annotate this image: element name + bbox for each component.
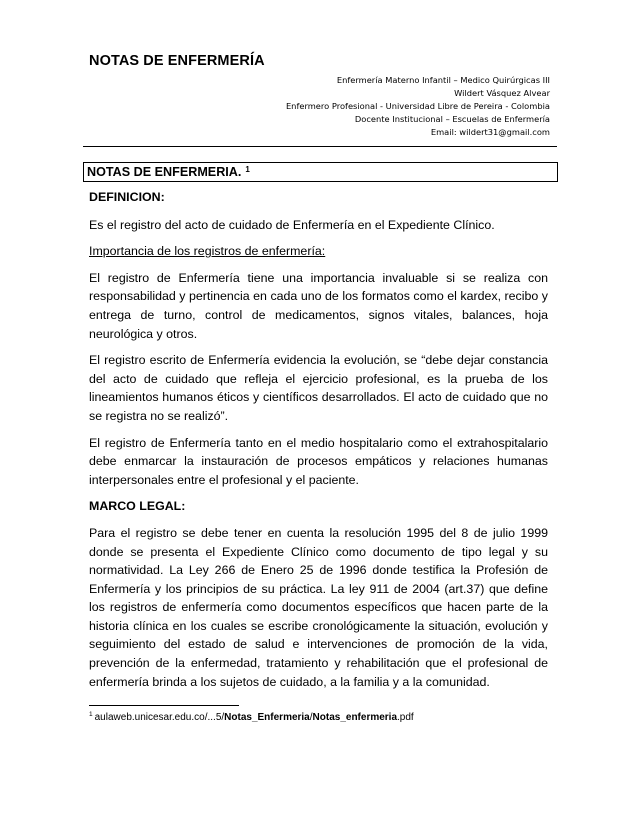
marco-legal-heading: MARCO LEGAL: [89, 499, 186, 514]
footnote-url-slash: / [309, 712, 313, 723]
author-institution: Docente Institucional – Escuelas de Enfermería [354, 114, 550, 125]
footnote-url-bold-2: Notas_enfermeria [312, 712, 398, 723]
document-body [89, 188, 548, 699]
author-email: Email: wildert31@gmail.com [430, 127, 550, 138]
author-info [150, 74, 550, 139]
importancia-paragraph-3: El registro de Enfermería tanto en el medio hospitalario como el extrahospitalario debe enmarcar la instauración de procesos empáticos y relaciones humanas interpersonales entre el profesional y el paciente. [89, 435, 548, 487]
footnote-divider [89, 705, 239, 706]
section-title: NOTAS DE ENFERMERIA. [87, 165, 242, 179]
definicion-paragraph: Es el registro del acto de cuidado de Enfermería en el Expediente Clínico. [89, 217, 495, 232]
author-profession: Enfermero Profesional - Universidad Libre de Pereira - Colombia [285, 101, 550, 112]
section-title-box [83, 162, 558, 182]
definicion-heading: DEFINICION: [89, 190, 165, 204]
footnote-number: 1 [89, 711, 93, 718]
header-divider [83, 146, 557, 147]
footnote-reference: 1 [245, 165, 250, 174]
footnote-url-suffix: .pdf [397, 712, 414, 723]
footnote [89, 712, 414, 723]
importancia-heading: Importancia de los registros de enfermería: [89, 244, 326, 259]
footnote-url-prefix: aulaweb.unicesar.edu.co/...5/ [94, 712, 225, 723]
marco-legal-paragraph: Para el registro se debe tener en cuenta la resolución 1995 del 8 de julio 1999 donde se presenta el Expediente Clínico como documento de tipo legal y su normatividad. La Ley 266 de Enero 25 de 1996 donde testifica la Profesión de Enfermería y los principios de su práctica. La ley 911 de 2004 (art.37) que define los registros de enfermería como documentos específicos que hacen parte de la historia clínica en los cuales se escribe cronológicamente la situación, evolución y seguimiento del estado de salud e intervenciones de promoción de la vida, prevención de la enfermedad, tratamiento y rehabilitación que el profesional de enfermería brinda a los sujetos de cuidado, a la familia y a la comunidad. [89, 525, 548, 689]
importancia-paragraph-1: El registro de Enfermería tiene una importancia invaluable si se realiza con responsabilidad y pertinencia en cada uno de los formatos como el kardex, recibo y entrega de turno, control de medicamentos, signos vitales, balances, hoja neurológica y otros. [89, 270, 548, 341]
footnote-url-bold-1: Notas_Enfermeria [224, 712, 310, 723]
course-line: Enfermería Materno Infantil – Medico Quirúrgicas III [336, 75, 550, 85]
document-title: NOTAS DE ENFERMERÍA [89, 53, 265, 69]
author-name: Wildert Vásquez Alvear [454, 88, 550, 99]
importancia-paragraph-2: El registro escrito de Enfermería evidencia la evolución, se “debe dejar constancia del acto de cuidado que refleja el ejercicio profesional, es la prueba de los lineamientos humanos éticos y científicos desarrollados. El acto de cuidado que no se registra no se realizó”. [89, 353, 548, 423]
